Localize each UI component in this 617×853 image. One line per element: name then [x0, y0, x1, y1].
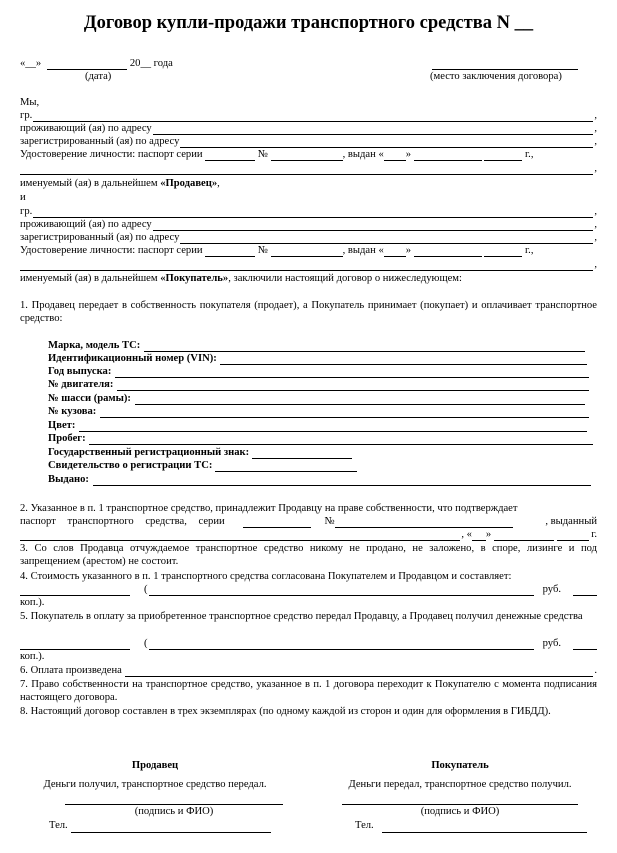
field-label: Государственный регистрационный знак: — [48, 447, 250, 458]
seller-issued-year-field[interactable] — [484, 149, 522, 161]
buyer-passport-series-field[interactable] — [205, 245, 255, 257]
comma: , — [594, 163, 597, 174]
seller-signature-statement: Деньги получил, транспортное средство передал. — [43, 779, 267, 790]
buyer-issued-day-field[interactable] — [384, 245, 406, 257]
field-label: Пробег: — [48, 433, 86, 444]
seller-registered-label: зарегистрированный (ая) по адресу — [20, 136, 180, 147]
seller-signature-heading: Продавец — [131, 760, 179, 771]
buyer-signature-statement: Деньги передал, транспортное средство получил. — [348, 779, 572, 790]
quote-open: , « — [461, 529, 472, 540]
buyer-signature-heading: Покупатель — [431, 760, 489, 771]
buyer-residing-field[interactable] — [153, 219, 594, 231]
seller-passport-series-field[interactable] — [205, 149, 255, 161]
field-label: Идентификационный номер (VIN): — [48, 353, 217, 364]
price-kop-field[interactable] — [573, 584, 597, 596]
seller-designation-line — [20, 177, 597, 190]
field-label: Свидетельство о регистрации ТС: — [48, 460, 213, 471]
plate-input[interactable] — [252, 447, 352, 459]
buyer-name-field[interactable] — [33, 206, 593, 218]
field-label: Год выпуска: — [48, 366, 112, 377]
date-month-field[interactable] — [47, 58, 127, 70]
vehicle-field-engine — [48, 378, 590, 391]
buyer-issuer-field[interactable] — [20, 259, 593, 271]
vin-input[interactable] — [220, 353, 587, 365]
color-input[interactable] — [79, 420, 587, 432]
quote-close: » — [405, 245, 412, 256]
comma: , — [594, 110, 597, 121]
clause-5-kop-line — [20, 650, 597, 663]
vehicle-field-registration — [48, 459, 357, 472]
field-label: Выдано: — [48, 474, 89, 485]
place-caption: (место заключения договора) — [430, 71, 562, 82]
comma: , — [594, 136, 597, 147]
paren-open: ( — [144, 638, 148, 649]
body-number-input[interactable] — [100, 406, 589, 418]
buyer-issued-year-field[interactable] — [484, 245, 522, 257]
make-model-input[interactable] — [144, 340, 585, 352]
comma: , — [594, 206, 597, 217]
clause-3-text: 3. Со слов Продавца отчуждаемое транспортное средство никому не продано, не заложено, в споре, лизинге и под запрещением (арестом) не состоит. — [20, 543, 597, 567]
pts-number-field[interactable] — [335, 516, 513, 528]
clause-4-amount-line — [20, 583, 597, 596]
year-input[interactable] — [115, 366, 589, 378]
buyer-issued-month-field[interactable] — [414, 245, 482, 257]
date-caption: (дата) — [85, 71, 112, 82]
price-digits-field[interactable] — [20, 584, 130, 596]
paid-kop-field[interactable] — [573, 638, 597, 650]
intro-text: Мы, — [20, 97, 40, 108]
buyer-designation-suffix: , заключили настоящий договор о нижеследующем: — [228, 273, 462, 284]
clause-4-text: 4. Стоимость указанного в п. 1 транспортного средства согласована Покупателем и Продавцом и составляет: — [20, 571, 512, 582]
field-label: № шасси (рамы): — [48, 393, 131, 404]
seller-issued-month-field[interactable] — [414, 149, 482, 161]
quote-close: » — [405, 149, 412, 160]
paid-digits-field[interactable] — [20, 638, 130, 650]
and-text: и — [20, 192, 26, 203]
seller-designation: «Продавец» — [160, 178, 218, 189]
seller-id-label: Удостоверение личности: паспорт серии — [20, 149, 203, 160]
date-day: «__» — [20, 58, 42, 69]
seller-issued-day-field[interactable] — [384, 149, 406, 161]
price-words-field[interactable] — [149, 584, 534, 596]
quote-close: » — [485, 529, 492, 540]
pts-month-field[interactable] — [494, 529, 554, 541]
buyer-passport-number-field[interactable] — [271, 245, 343, 257]
seller-issuer-line — [20, 162, 597, 175]
clause-2-line-3 — [20, 528, 597, 541]
buyer-residing-label: проживающий (ая) по адресу — [20, 219, 152, 230]
vehicle-field-make-model — [48, 339, 586, 352]
field-label: № двигателя: — [48, 379, 114, 390]
engine-number-input[interactable] — [117, 379, 589, 391]
paid-words-field[interactable] — [149, 638, 534, 650]
buyer-issuer-line — [20, 258, 597, 271]
buyer-signature-caption: (подпись и ФИО) — [420, 806, 500, 817]
buyer-phone-label: Тел. — [355, 820, 374, 831]
comma: , — [594, 259, 597, 270]
clause-6-text: 6. Оплата произведена — [20, 665, 122, 676]
kop-label: коп.). — [20, 651, 45, 662]
clause-6-line — [20, 664, 597, 677]
pts-day-field[interactable] — [472, 529, 486, 541]
field-label: Марка, модель ТС: — [48, 340, 141, 351]
seller-issuer-field[interactable] — [20, 163, 593, 175]
field-label: № кузова: — [48, 406, 97, 417]
seller-designation-prefix: именуемый (ая) в дальнейшем — [20, 178, 158, 189]
seller-phone-field[interactable] — [71, 831, 271, 833]
seller-citizen-label: гр. — [20, 110, 33, 121]
number-sign: № — [257, 245, 268, 256]
vehicle-field-vin — [48, 352, 588, 365]
buyer-id-label: Удостоверение личности: паспорт серии — [20, 245, 203, 256]
comma: , — [594, 219, 597, 230]
comma: , — [594, 123, 597, 134]
rub-label: руб. — [542, 584, 561, 595]
vehicle-field-year — [48, 365, 590, 378]
clause-5-text: 5. Покупатель в оплату за приобретенное транспортное средство передал Продавцу, а Продавец получил денежные средства — [20, 611, 583, 622]
buyer-residing-line — [20, 218, 597, 231]
buyer-designation-line — [20, 272, 597, 285]
clause-8-text: 8. Настоящий договор составлен в трех экземплярах (по одному каждой из сторон и один для оформления в ГИБДД). — [20, 706, 551, 717]
vehicle-field-chassis — [48, 392, 586, 405]
rub-label: руб. — [542, 638, 561, 649]
vehicle-field-issued — [48, 473, 592, 486]
issued-label: , выдан « — [342, 149, 384, 160]
mileage-input[interactable] — [89, 433, 593, 445]
date-row — [20, 57, 173, 70]
clause-7-text: 7. Право собственности на транспортное средство, указанное в п. 1 договора переходит к Покупателю с момента подписания настоящего договора. — [20, 679, 597, 703]
buyer-id-line — [20, 244, 597, 257]
clause-2-line-2 — [20, 515, 597, 528]
year-suffix: г., — [525, 245, 534, 256]
year-suffix: г., — [525, 149, 534, 160]
issued-by-input[interactable] — [93, 474, 591, 486]
buyer-registered-line — [20, 231, 597, 244]
seller-residing-label: проживающий (ая) по адресу — [20, 123, 152, 134]
seller-citizen-line — [20, 109, 597, 122]
buyer-registered-label: зарегистрированный (ая) по адресу — [20, 232, 180, 243]
vehicle-field-body — [48, 405, 590, 418]
clause-2-line-1: 2. Указанное в п. 1 транспортное средство, принадлежит Продавцу на праве собственности, что подтверждает — [20, 503, 518, 514]
number-sign: № — [257, 149, 268, 160]
buyer-phone-field[interactable] — [382, 831, 587, 833]
seller-name-field[interactable] — [33, 110, 593, 122]
clause-4-kop-line — [20, 596, 597, 609]
seller-signature-caption: (подпись и ФИО) — [134, 806, 214, 817]
seller-phone-label: Тел. — [49, 820, 68, 831]
vehicle-field-mileage — [48, 432, 594, 445]
seller-registered-field[interactable] — [180, 136, 593, 148]
document-title: Договор купли-продажи транспортного средства N __ — [83, 13, 534, 33]
buyer-designation-prefix: именуемый (ая) в дальнейшем — [20, 273, 158, 284]
field-label: Цвет: — [48, 420, 76, 431]
registration-certificate-input[interactable] — [215, 460, 357, 472]
vehicle-field-plate — [48, 446, 352, 459]
and-line — [20, 191, 597, 204]
pts-year-field[interactable] — [557, 529, 589, 541]
period: . — [594, 665, 597, 676]
seller-id-line — [20, 148, 597, 161]
seller-registered-line — [20, 135, 597, 148]
comma: , — [594, 232, 597, 243]
seller-passport-number-field[interactable] — [271, 149, 343, 161]
year-suffix: г. — [591, 529, 597, 540]
seller-residing-line — [20, 122, 597, 135]
seller-residing-field[interactable] — [153, 123, 594, 135]
payment-made-field[interactable] — [125, 665, 593, 677]
issued-label: , выдан « — [342, 245, 384, 256]
clause-1-text: 1. Продавец передает в собственность покупателя (продает), а Покупатель принимает (покупает) и оплачивает транспортное средство: — [20, 300, 597, 324]
buyer-registered-field[interactable] — [180, 232, 593, 244]
paren-open: ( — [144, 584, 148, 595]
pts-issuer-field[interactable] — [20, 529, 460, 541]
clause-5-amount-line — [20, 637, 597, 650]
seller-designation-suffix: , — [217, 178, 220, 189]
intro-line — [20, 96, 597, 109]
chassis-number-input[interactable] — [135, 393, 585, 405]
pts-series-field[interactable] — [243, 516, 311, 528]
buyer-citizen-label: гр. — [20, 206, 33, 217]
pts-label: паспорт транспортного средства, серии — [20, 516, 225, 527]
date-year: 20__ года — [129, 58, 173, 69]
number-sign: № — [324, 516, 335, 527]
vehicle-field-color — [48, 419, 588, 432]
pts-issued-label: , выданный — [545, 516, 597, 527]
buyer-designation: «Покупатель» — [160, 273, 229, 284]
kop-label: коп.). — [20, 597, 45, 608]
buyer-citizen-line — [20, 205, 597, 218]
